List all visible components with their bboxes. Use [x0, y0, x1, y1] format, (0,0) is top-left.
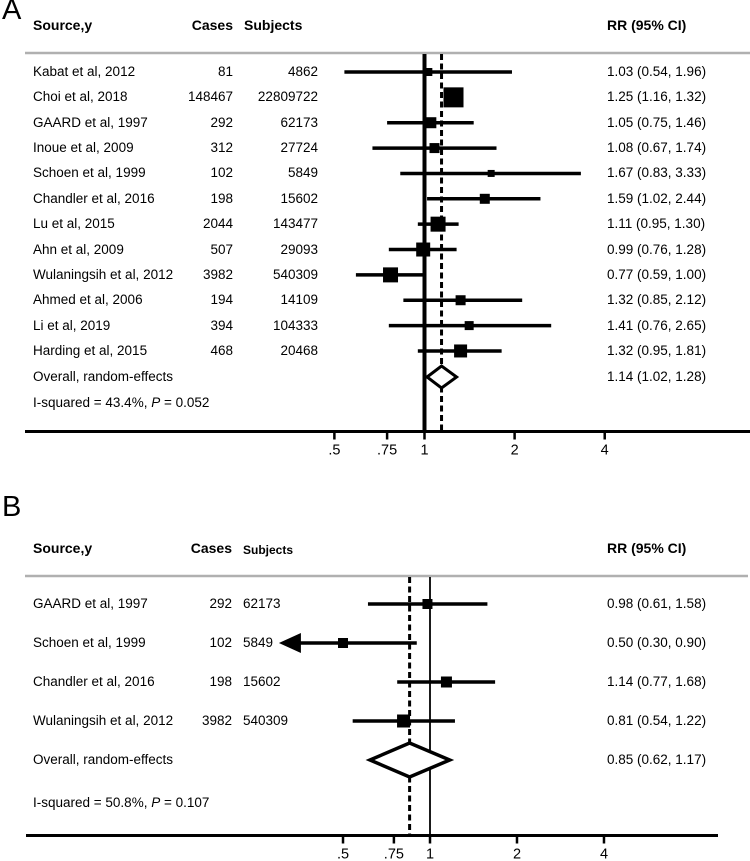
panel-a-study-name: Wulaningsih et al, 2012	[33, 266, 174, 282]
panel-b-header-cases: Cases	[190, 540, 232, 556]
panel-a-x-tick-label: 2	[510, 442, 519, 459]
panel-a-study-cases: 507	[210, 241, 233, 257]
panel-b-x-tick-label: .75	[383, 846, 404, 861]
panel-b-weight-marker	[441, 677, 452, 688]
panel-a-weight-marker	[454, 344, 467, 357]
panel-b-label: B	[2, 491, 22, 523]
panel-a-study-cases: 312	[210, 140, 233, 156]
panel-b-weight-marker	[338, 638, 348, 648]
panel-a-study-cases: 2044	[202, 216, 233, 232]
panel-b-study-name: Chandler et al, 2016	[33, 674, 155, 689]
panel-a-study-rr: 1.41 (0.76, 2.65)	[607, 317, 707, 333]
panel-a-study-name: Choi et al, 2018	[33, 89, 128, 105]
panel-a-study-subjects: 22809722	[257, 89, 318, 105]
panel-a-study-name: Ahn et al, 2009	[33, 241, 124, 257]
panel-a-weight-marker	[488, 170, 495, 177]
panel-a-study-name: Lu et al, 2015	[33, 216, 115, 232]
panel-b-weight-marker	[422, 599, 432, 609]
panel-a-label: A	[2, 0, 22, 26]
panel-a-study-rr: 1.05 (0.75, 1.46)	[607, 114, 707, 130]
panel-a-study-subjects: 104333	[272, 317, 318, 333]
panel-a-study-rr: 1.32 (0.85, 2.12)	[607, 292, 707, 308]
panel-a-weight-marker	[424, 68, 432, 76]
panel-a-study-name: Kabat et al, 2012	[33, 64, 136, 79]
panel-a-study-cases: 394	[210, 317, 233, 333]
panel-a-header-source: Source,y	[33, 17, 93, 33]
panel-b-study-subjects: 15602	[243, 674, 281, 689]
panel-a-x-tick-label: 1	[420, 442, 429, 459]
panel-a-x-tick-label: .5	[328, 442, 341, 459]
panel-a-study-rr: 1.59 (1.02, 2.44)	[607, 190, 707, 206]
panel-a-study-subjects: 4862	[287, 64, 318, 79]
panel-b-study-name: GAARD et al, 1997	[33, 596, 148, 611]
panel-b-header-subjects: Subjects	[243, 543, 294, 557]
panel-a-study-cases: 3982	[202, 266, 233, 282]
panel-a-x-tick-label: 4	[600, 442, 609, 459]
panel-b-overall-diamond	[370, 743, 450, 777]
panel-a-study-subjects: 29093	[280, 241, 318, 257]
panel-b-study-cases: 102	[209, 635, 232, 650]
panel-a-weight-marker	[456, 295, 466, 305]
panel-b-overall-label: Overall, random-effects	[33, 752, 174, 767]
panel-a-study-subjects: 540309	[272, 266, 318, 282]
panel-b-x-tick-label: 1	[425, 846, 435, 861]
panel-b-study-rr: 0.50 (0.30, 0.90)	[607, 635, 707, 650]
panel-b-x-tick-label: .5	[336, 846, 350, 861]
panel-b-het-p: P	[151, 795, 161, 810]
panel-a-study-cases: 102	[210, 165, 233, 181]
panel-b-study-subjects: 62173	[243, 596, 281, 611]
panel-a-het-prefix: I-squared = 43.4%,	[33, 395, 152, 410]
panel-a-het-p: P	[151, 395, 161, 410]
panel-a-study-rr: 1.11 (0.95, 1.30)	[607, 216, 706, 232]
panel-a-weight-marker	[431, 217, 446, 232]
panel-a-study-subjects: 62173	[280, 114, 318, 130]
panel-a-weight-marker	[425, 117, 436, 128]
panel-a-header-cases: Cases	[191, 17, 233, 33]
panel-b-het-value: = 0.107	[160, 795, 210, 810]
panel-b-study-cases: 3982	[201, 713, 232, 728]
panel-a-weight-marker	[416, 243, 430, 257]
panel-a-het-value: = 0.052	[160, 395, 210, 410]
panel-a-study-rr: 1.08 (0.67, 1.74)	[607, 140, 707, 156]
panel-a-study-rr: 1.32 (0.95, 1.81)	[607, 342, 707, 358]
panel-a-x-tick-label: .75	[377, 442, 398, 459]
panel-a-study-rr: 1.03 (0.54, 1.96)	[607, 64, 707, 79]
panel-b-study-cases: 292	[209, 596, 232, 611]
panel-b-study-name: Wulaningsih et al, 2012	[33, 713, 174, 728]
panel-a-header-subjects: Subjects	[244, 17, 303, 33]
panel-a-overall-rr: 1.14 (1.02, 1.28)	[607, 369, 707, 384]
panel-a-study-cases: 194	[210, 292, 233, 308]
panel-a-heterogeneity	[33, 395, 209, 411]
panel-a-study-subjects: 15602	[280, 190, 318, 206]
panel-a-study-name: Inoue et al, 2009	[33, 140, 134, 156]
panel-b-study-rr: 0.81 (0.54, 1.22)	[607, 713, 707, 728]
panel-a-study-subjects: 14109	[280, 292, 318, 308]
panel-b-ci-arrowhead	[279, 633, 301, 653]
panel-a-study-cases: 198	[210, 190, 233, 206]
panel-a-study-name: Li et al, 2019	[33, 317, 111, 333]
panel-b-header-rr: RR (95% CI)	[607, 540, 687, 556]
panel-a-weight-marker	[465, 321, 474, 330]
panel-a-weight-marker	[480, 194, 490, 204]
panel-a-study-rr: 0.99 (0.76, 1.28)	[607, 241, 707, 257]
panel-a-study-rr: 1.25 (1.16, 1.32)	[607, 89, 707, 105]
panel-a-study-cases: 148467	[187, 89, 233, 105]
panel-b-weight-marker	[397, 715, 410, 728]
panel-b-x-tick-label: 2	[512, 846, 522, 861]
panel-a-study-cases: 468	[210, 342, 233, 358]
panel-b-study-subjects: 540309	[243, 713, 289, 728]
panel-a-overall-diamond	[427, 366, 457, 388]
panel-a-overall-label: Overall, random-effects	[33, 369, 174, 384]
panel-a-study-name: Harding et al, 2015	[33, 342, 148, 358]
panel-a-study-name: Chandler et al, 2016	[33, 190, 155, 206]
panel-a-study-name: GAARD et al, 1997	[33, 114, 148, 130]
panel-a-study-rr: 0.77 (0.59, 1.00)	[607, 266, 707, 282]
panel-b-study-cases: 198	[209, 674, 232, 689]
panel-b-study-rr: 0.98 (0.61, 1.58)	[607, 596, 707, 611]
panel-b-heterogeneity	[33, 795, 209, 811]
panel-a-study-name: Ahmed et al, 2006	[33, 292, 143, 308]
panel-b-study-subjects: 5849	[243, 635, 274, 650]
panel-a-study-cases: 292	[210, 114, 233, 130]
panel-a-header-rr: RR (95% CI)	[607, 17, 687, 33]
panel-a-study-subjects: 27724	[280, 140, 318, 156]
panel-b-header-source: Source,y	[33, 540, 93, 556]
panel-b-het-prefix: I-squared = 50.8%,	[33, 795, 152, 810]
panel-a-study-subjects: 143477	[272, 216, 318, 232]
panel-a-weight-marker	[383, 267, 398, 282]
panel-b-study-rr: 1.14 (0.77, 1.68)	[607, 674, 707, 689]
panel-a-weight-marker	[444, 87, 464, 107]
panel-a-weight-marker	[430, 143, 440, 153]
panel-a-study-rr: 1.67 (0.83, 3.33)	[607, 165, 707, 181]
panel-a-study-name: Schoen et al, 1999	[33, 165, 146, 181]
panel-b-x-tick-label: 4	[599, 846, 609, 861]
panel-a-study-subjects: 5849	[287, 165, 318, 181]
panel-b-overall-rr: 0.85 (0.62, 1.17)	[607, 752, 707, 767]
panel-a-study-cases: 81	[217, 64, 233, 79]
panel-b-study-name: Schoen et al, 1999	[33, 635, 146, 650]
panel-a-study-subjects: 20468	[280, 342, 318, 358]
